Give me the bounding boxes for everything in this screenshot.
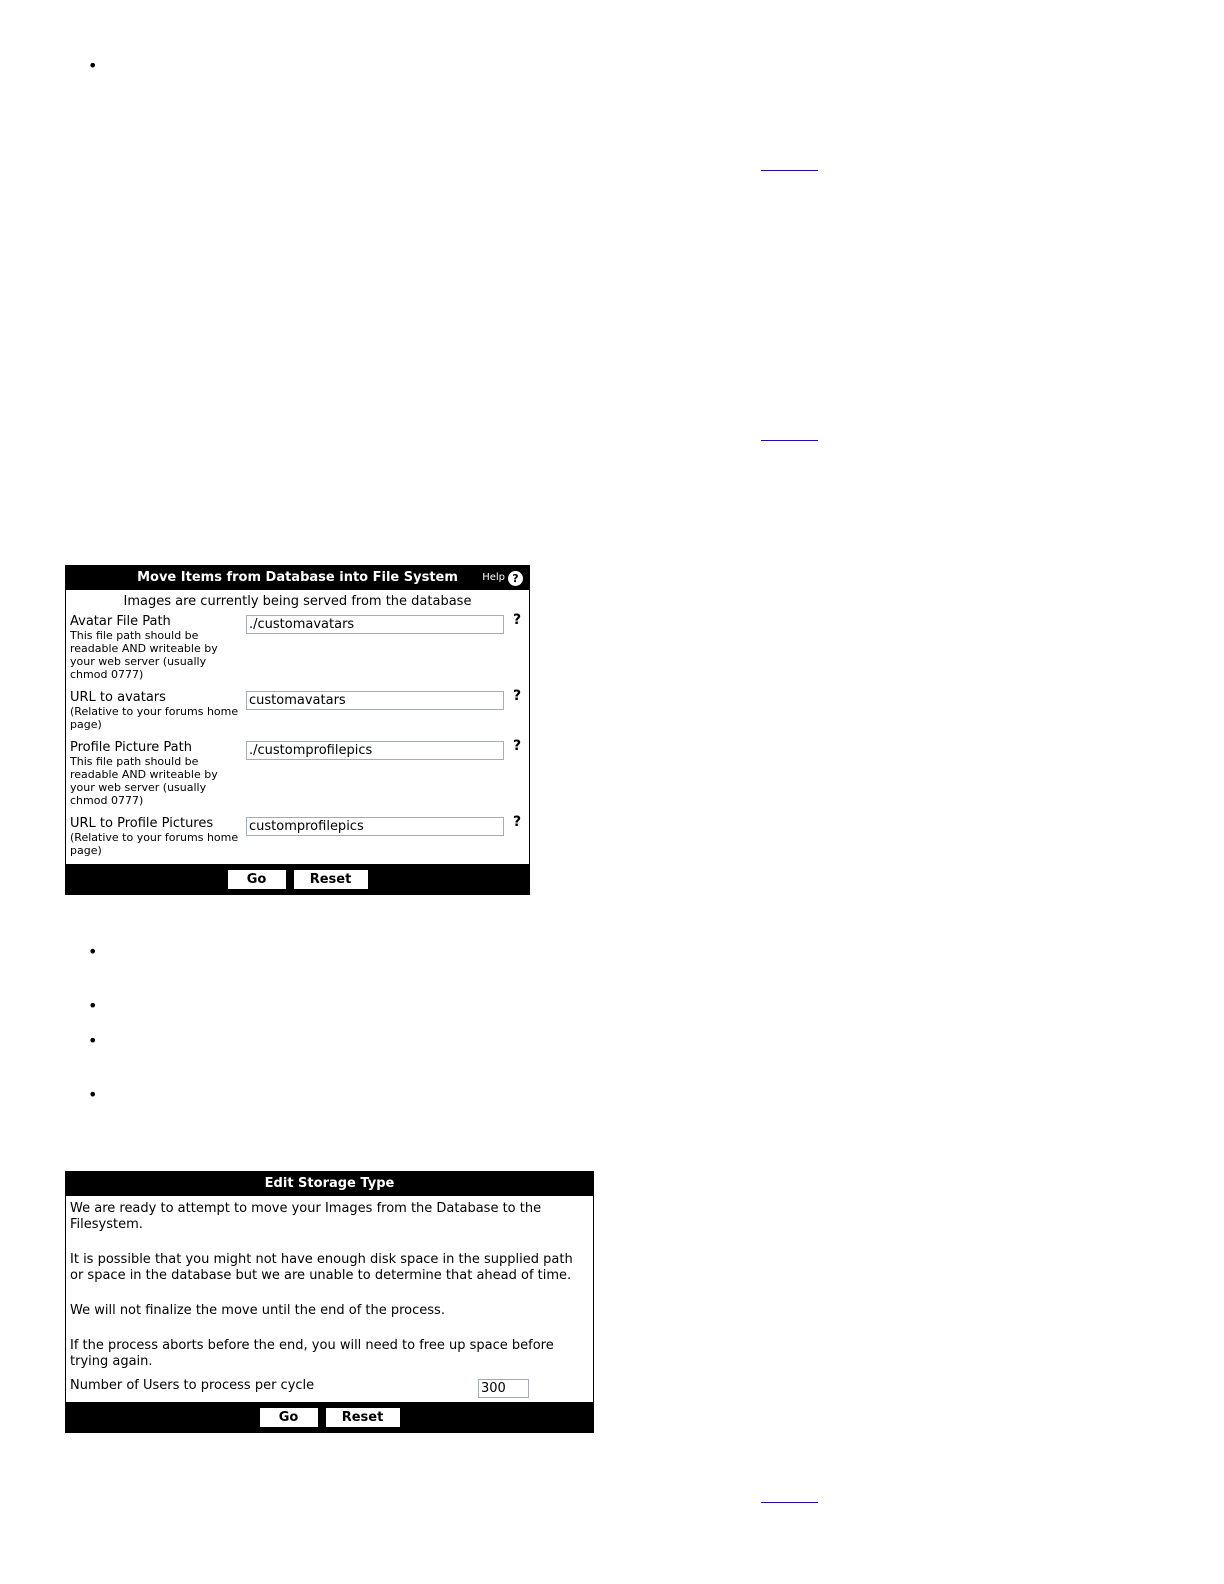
- avatar-url-input[interactable]: [246, 691, 504, 710]
- avatar-url-row: [66, 690, 529, 740]
- go-button[interactable]: Go: [227, 869, 287, 890]
- panel-footer: [66, 1402, 593, 1432]
- question-mark-icon[interactable]: ?: [513, 612, 522, 628]
- link-underline[interactable]: [761, 1502, 818, 1503]
- list-bullet: •: [88, 1031, 98, 1050]
- info-paragraph: We will not finalize the move until the end of the process.: [70, 1303, 445, 1318]
- list-bullet: •: [88, 1085, 98, 1104]
- profile-url-hint: (Relative to your forums home page): [70, 831, 239, 857]
- avatar-path-label: Avatar File Path: [70, 614, 171, 629]
- cycle-input[interactable]: [478, 1379, 529, 1398]
- avatar-path-row: [66, 614, 529, 690]
- edit-storage-panel: [65, 1171, 594, 1433]
- avatar-path-hint: This file path should be readable AND writeable by your web server (usually chmod 0777): [70, 629, 218, 681]
- profile-path-row: [66, 740, 529, 816]
- panel-title: Edit Storage Type: [264, 1176, 395, 1191]
- question-mark-icon[interactable]: ?: [513, 688, 522, 704]
- link-underline[interactable]: [761, 170, 818, 171]
- panel-header: [66, 566, 529, 590]
- help-circle-icon: ?: [508, 571, 523, 586]
- panel-title: Move Items from Database into File System: [137, 570, 458, 585]
- info-paragraph: If the process aborts before the end, you will need to free up space before trying again.: [70, 1338, 554, 1369]
- list-bullet: •: [88, 996, 98, 1015]
- help-label: Help: [482, 572, 505, 583]
- go-button[interactable]: Go: [259, 1407, 319, 1428]
- cycle-row: [66, 1378, 593, 1402]
- panel-header: [66, 1172, 593, 1196]
- profile-path-label: Profile Picture Path: [70, 740, 192, 755]
- list-bullet: •: [88, 56, 98, 75]
- info-paragraph: It is possible that you might not have enough disk space in the supplied path or space in the database but we are unable to determine that ahead of time.: [70, 1252, 573, 1283]
- profile-path-hint: This file path should be readable AND writeable by your web server (usually chmod 0777): [70, 755, 218, 807]
- question-mark-icon[interactable]: ?: [513, 738, 522, 754]
- help-link[interactable]: [482, 566, 523, 590]
- list-bullet: •: [88, 942, 98, 961]
- link-underline[interactable]: [761, 440, 818, 441]
- storage-status: Images are currently being served from the database: [123, 594, 472, 609]
- reset-button[interactable]: Reset: [293, 869, 369, 890]
- avatar-path-input[interactable]: [246, 615, 504, 634]
- info-paragraph: We are ready to attempt to move your Images from the Database to the Filesystem.: [70, 1201, 542, 1232]
- avatar-url-label: URL to avatars: [70, 690, 166, 705]
- cycle-label: Number of Users to process per cycle: [70, 1378, 315, 1393]
- profile-url-row: [66, 816, 529, 862]
- panel-footer: [66, 864, 529, 894]
- profile-path-input[interactable]: [246, 741, 504, 760]
- move-items-panel: [65, 565, 530, 895]
- reset-button[interactable]: Reset: [325, 1407, 401, 1428]
- avatar-url-hint: (Relative to your forums home page): [70, 705, 239, 731]
- profile-url-input[interactable]: [246, 817, 504, 836]
- profile-url-label: URL to Profile Pictures: [70, 816, 214, 831]
- question-mark-icon[interactable]: ?: [513, 814, 522, 830]
